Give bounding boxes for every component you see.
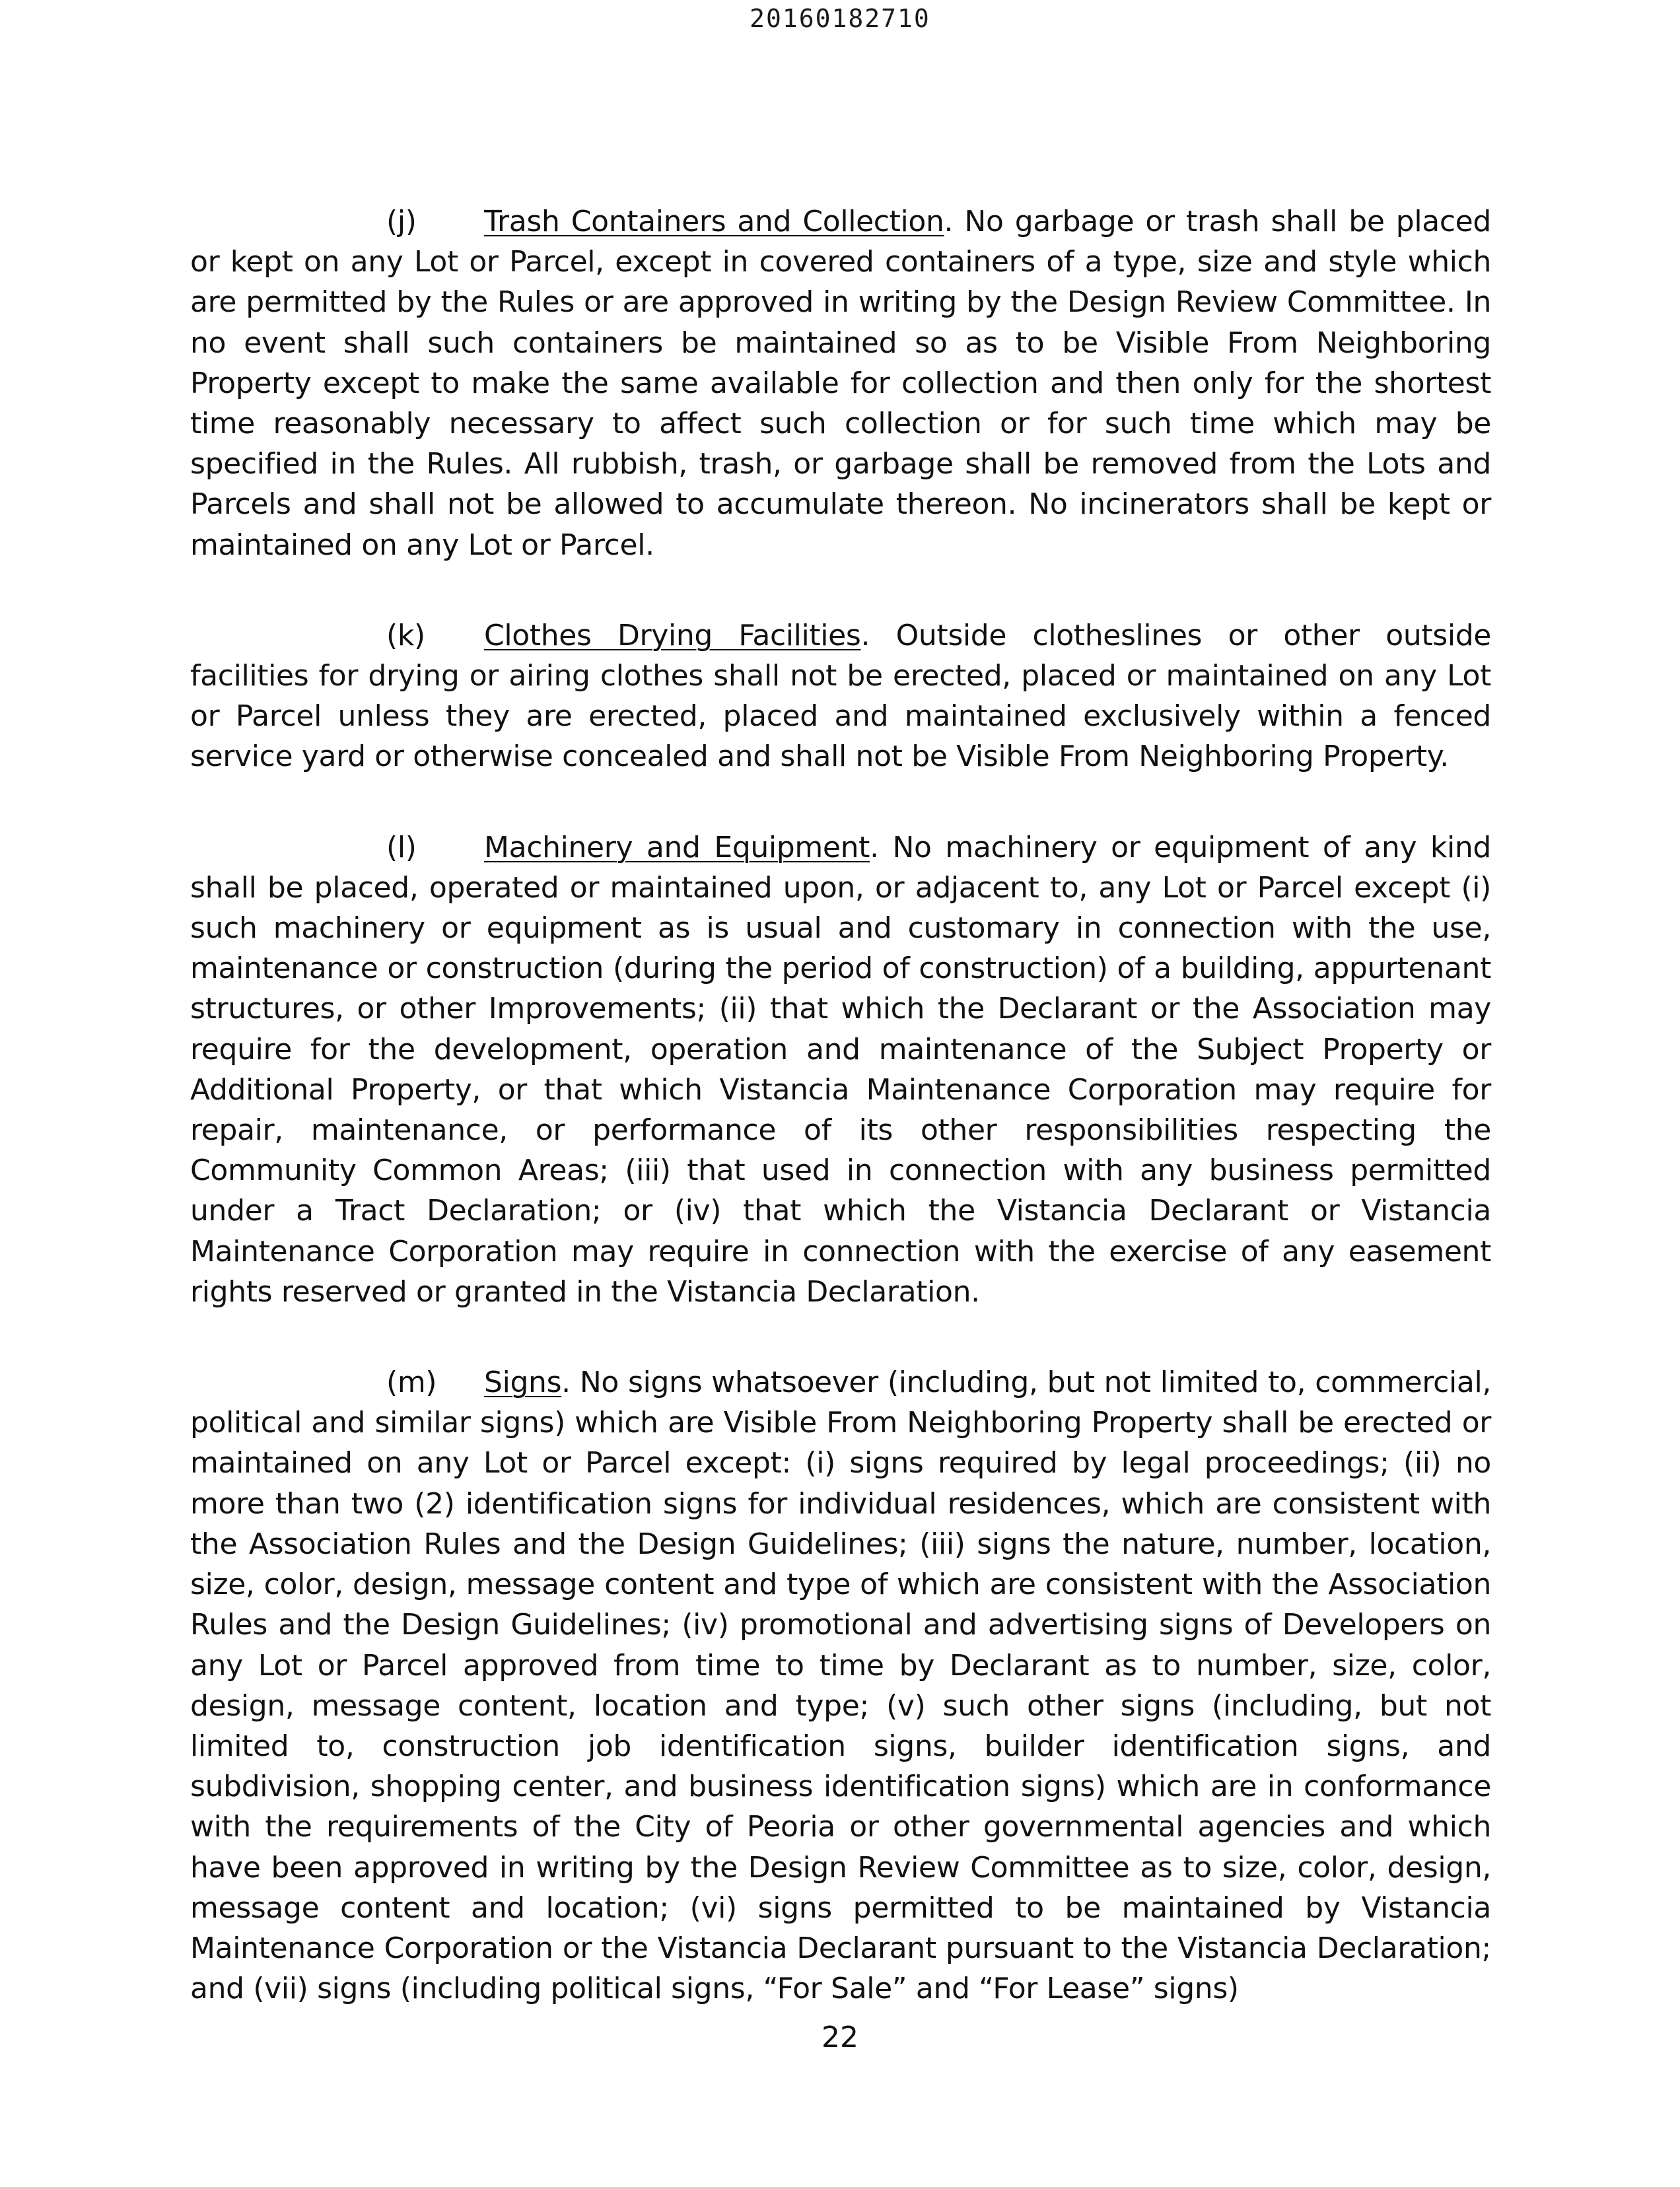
paragraph-body: No garbage or trash shall be placed or kept on any Lot or Parcel, except in covered containers of a type, size and style which are permitted by the Rules or are approved in writing by the Design Review Committee. In no event shall such containers be maintained so as to be Visible From Neighboring Property except to make the same available for collection and then only for the shortest time reasonably necessary to affect such collection or for such time which may be specified in the Rules. All rubbish, trash, or garbage shall be removed from the Lots and Parcels and shall not be allowed to accumulate thereon. No incinerators shall be kept or maintained on any Lot or Parcel. [190,205,1491,562]
page-body [190,201,1491,2009]
paragraph-signs [190,1362,1491,2009]
paragraph-heading: Clothes Drying Facilities [484,618,861,652]
paragraph-trash-containers [190,201,1491,565]
page-number: 22 [822,2021,858,2054]
paragraph-marker: (k) [386,618,425,652]
paragraph-heading: Trash Containers and Collection [484,205,944,238]
heading-punctuation: . [561,1366,571,1400]
paragraph-marker: (m) [386,1366,437,1400]
paragraph-clothes-drying [190,615,1491,777]
paragraph-machinery-equipment [190,827,1491,1312]
paragraph-body: No signs whatsoever (including, but not limited to, commercial, political and similar signs) which are Visible From Neighboring Property shall be erected or maintained on any Lot or Parcel except: (i) signs required by legal proceedings; (ii) no more than two (2) identification signs for individual residences, which are consistent with the Association Rules and the Design Guidelines; (iii) signs the nature, number, location, size, color, design, message content and type of which are consistent with the Association Rules and the Design Guidelines; (iv) promotional and advertising signs of Developers on any Lot or Parcel approved from time to time by Declarant as to number, size, color, design, message content, location and type; (v) such other signs (including, but not limited to, construction job identification signs, builder identification signs, and subdivision, shopping center, and business identification signs) which are in conformance with the requirements of the City of Peoria or other governmental agencies and which have been approved in writing by the Design Review Committee as to size, color, design, message content and location; (vi) signs permitted to be maintained by Vistancia Maintenance Corporation or the Vistancia Declarant pursuant to the Vistancia Declaration; and (vii) signs (including political signs, “For Sale” and “For Lease” signs) [190,1366,1492,2006]
paragraph-body: No machinery or equipment of any kind shall be placed, operated or maintained upon, or adjacent to, any Lot or Parcel except (i) such machinery or equipment as is usual and customary in connection with the use, maintenance or construction (during the period of construction) of a building, appurtenant structures, or other Improvements; (ii) that which the Declarant or the Association may require for the development, operation and maintenance of the Subject Property or Additional Property, or that which Vistancia Maintenance Corporation may require for repair, maintenance, or performance of its other responsibilities respecting the Community Common Areas; (iii) that used in connection with any business permitted under a Tract Declaration; or (iv) that which the Vistancia Declarant or Vistancia Maintenance Corporation may require in connection with the exercise of any easement rights reserved or granted in the Vistancia Declaration. [190,830,1492,1309]
heading-punctuation: . [860,618,870,652]
paragraph-marker: (j) [386,205,417,238]
heading-punctuation: . [944,205,954,238]
paragraph-heading: Machinery and Equipment [484,830,870,864]
document-number-header: 20160182710 [750,4,930,33]
heading-punctuation: . [870,830,879,864]
paragraph-body: Outside clotheslines or other outside facilities for drying or airing clothes shall not be erected, placed or maintained on any Lot or Parcel unless they are erected, placed and maintained exclusively within a fenced service yard or otherwise concealed and shall not be Visible From Neighboring Property. [190,618,1492,774]
paragraph-heading: Signs [484,1366,562,1400]
paragraph-marker: (l) [386,830,417,864]
